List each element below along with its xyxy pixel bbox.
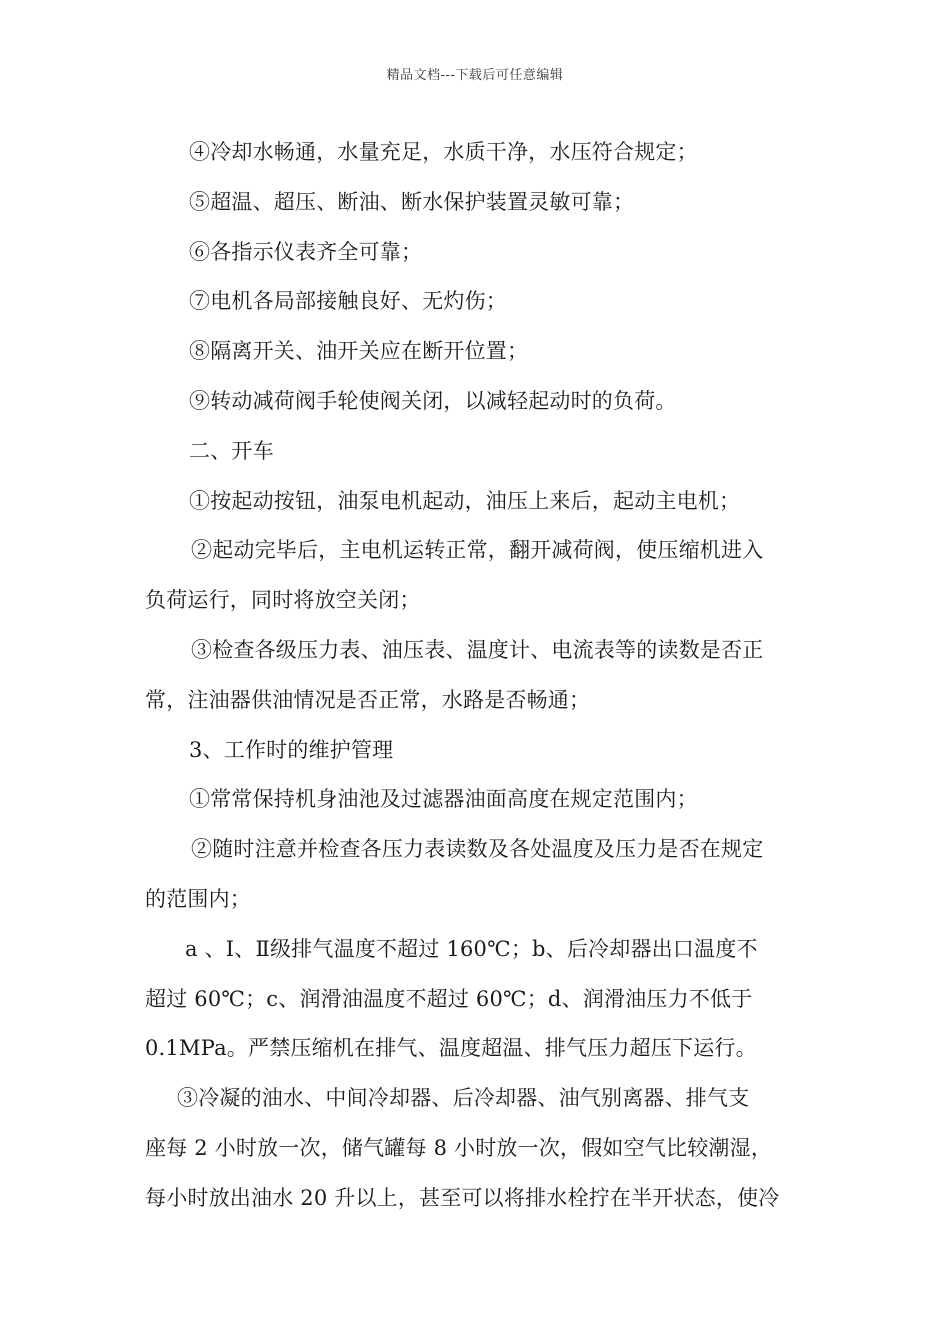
paragraph-line: 常，注油器供油情况是否正常，水路是否畅通；: [145, 687, 591, 712]
paragraph-line: 0.1MPa。严禁压缩机在排气、温度超温、排气压力超压下运行。: [145, 1036, 757, 1061]
paragraph-line: 每小时放出油水 20 升以上，甚至可以将排水栓拧在半开状态，使冷: [145, 1185, 780, 1210]
paragraph-line: ⑦电机各局部接触良好、无灼伤；: [189, 289, 507, 314]
paragraph-line: ①常常保持机身油池及过滤器油面高度在规定范围内；: [189, 787, 698, 812]
paragraph-line: 负荷运行，同时将放空关闭；: [145, 588, 421, 613]
paragraph-line: ①按起动按钮，油泵电机起动，油压上来后，起动主电机；: [189, 488, 741, 513]
paragraph-line: ④冷却水畅通，水量充足，水质干净，水压符合规定；: [189, 140, 698, 164]
paragraph-line: 座每 2 小时放一次，储气罐每 8 小时放一次，假如空气比较潮湿，: [145, 1135, 773, 1160]
document-body: [145, 128, 807, 1224]
paragraph-line: ②随时注意并检查各压力表读数及各处温度及压力是否在规定: [191, 837, 764, 862]
paragraph-line: ②起动完毕后，主电机运转正常，翻开减荷阀，使压缩机进入: [191, 538, 764, 563]
paragraph-line: ③冷凝的油水、中间冷却器、后冷却器、油气别离器、排气支: [177, 1086, 750, 1111]
paragraph-line: ⑧隔离开关、油开关应在断开位置；: [189, 339, 529, 364]
section-heading: 3、工作时的维护管理: [189, 737, 394, 762]
page-header: 精品文档---下载后可任意编辑: [386, 68, 564, 83]
section-heading: 二、开车: [189, 438, 274, 463]
paragraph-line: ⑥各指示仪表齐全可靠；: [189, 239, 423, 264]
paragraph-line: a 、Ⅰ、Ⅱ级排气温度不超过 160℃；b、后冷却器出口温度不: [185, 936, 758, 961]
paragraph-line: ③检查各级压力表、油压表、温度计、电流表等的读数是否正: [191, 637, 764, 662]
paragraph-line: 的范围内；: [145, 886, 251, 911]
paragraph-line: 超过 60℃；c、润滑油温度不超过 60℃；d、润滑油压力不低于: [145, 986, 753, 1011]
paragraph-line: ⑤超温、超压、断油、断水保护装置灵敏可靠；: [189, 189, 635, 214]
paragraph-line: ⑨转动减荷阀手轮使阀关闭，以减轻起动时的负荷。: [189, 388, 677, 413]
